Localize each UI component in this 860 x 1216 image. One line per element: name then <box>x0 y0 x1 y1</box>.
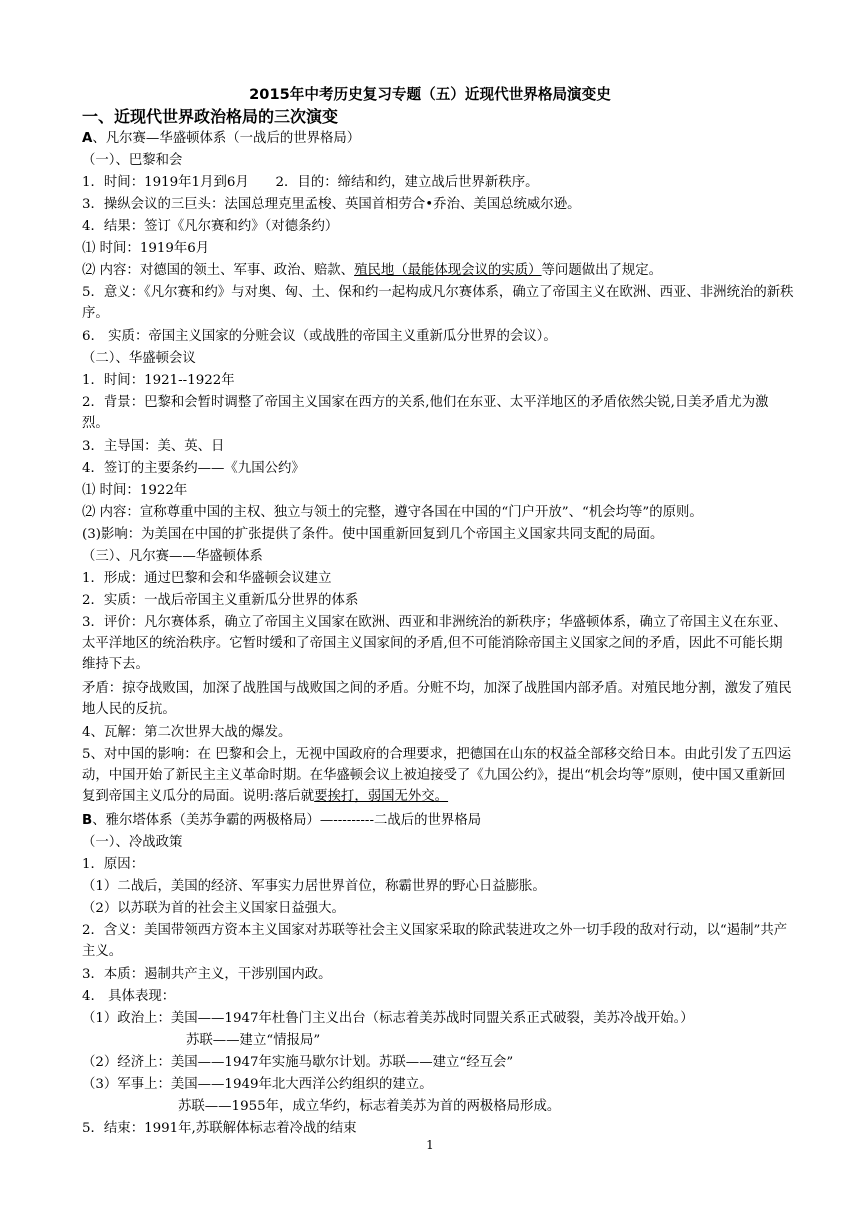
paragraph: 3．本质：遏制共产主义，干涉别国内政。 <box>82 967 332 982</box>
underlined-text: 殖民地（最能体现会议的实质） <box>354 263 542 278</box>
paragraph: ⑴ 时间：1922年 <box>82 483 188 498</box>
washington-conference-heading: （二）、华盛顿会议 <box>82 351 196 366</box>
paragraph: 6. 实质：帝国主义国家的分赃会议（或战胜的帝国主义重新瓜分世界的会议）。 <box>82 329 557 344</box>
paragraph: （2）经济上：美国——1947年实施马歇尔计划。苏联——建立“经互会” <box>82 1055 514 1070</box>
text-run: 5、对中国的影响：在 巴黎和会上，无视中国政府的合理要求，把德国在山东的权益全部移交给日本。由此引发了五四运动，中国开始了新民主主义革命时期。在华盛顿会议上被迫接受了《九国公约》，提出“机会均等”原则，使中国又重新回复到帝国主义瓜分的局面。说明:落后就 <box>82 747 792 804</box>
paragraph: 1．形成：通过巴黎和会和华盛顿会议建立 <box>82 571 332 586</box>
cold-war-heading: （一）、冷战政策 <box>82 835 183 850</box>
paragraph: 3．评价：凡尔赛体系，确立了帝国主义国家在欧洲、西亚和非洲统治的新秩序；华盛顿体系，确立了帝国主义在东亚、太平洋地区的统治秩序。它暂时缓和了帝国主义国家间的矛盾,但不可能消除帝国主义国家之间的矛盾，因此不可能长期维持下去。 <box>82 615 787 672</box>
paragraph: 4．结果：签订《凡尔赛和约》（对德条约） <box>82 219 339 234</box>
subsection-heading-b <box>82 810 794 831</box>
paragraph: 5．意义：《凡尔赛和约》与对奥、匈、土、保和约一起构成凡尔赛体系，确立了帝国主义在欧洲、西亚、非洲统治的新秩序。 <box>82 285 794 321</box>
underlined-text: 要挨打，弱国无外交。 <box>314 789 449 804</box>
paragraph <box>82 744 794 807</box>
paragraph: 2．背景：巴黎和会暂时调整了帝国主义国家在西方的关系,他们在东亚、太平洋地区的矛盾依然尖锐,日美矛盾尤为激烈。 <box>82 395 769 431</box>
heading-b-text: 、雅尔塔体系（美苏争霸的两极格局）—---------二战后的世界格局 <box>92 813 482 828</box>
paragraph: (3)影响：为美国在中国的扩张提供了条件。使中国重新回复到几个帝国主义国家共同支配的局面。 <box>82 527 664 542</box>
text-run: 等问题做出了规定。 <box>541 263 663 278</box>
paragraph: 1．时间：1921--1922年 <box>82 373 235 388</box>
paragraph: ⑵ 内容：宣称尊重中国的主权、独立与领土的完整，遵守各国在中国的“门户开放”、“机会均等”的原则。 <box>82 505 703 520</box>
paragraph: 2．含义：美国带领西方资本主义国家对苏联等社会主义国家采取的除武装进攻之外一切手段的敌对行动，以“遏制”共产主义。 <box>82 923 788 959</box>
document-title: 2015年中考历史复习专题（五）近现代世界格局演变史 <box>249 86 611 103</box>
text-run: ⑵ 内容：对德国的领土、军事、政治、赔款、 <box>82 263 355 278</box>
page-number: 1 <box>426 1138 434 1152</box>
paragraph: （1）二战后，美国的经济、军事实力居世界首位，称霸世界的野心日益膨胀。 <box>82 879 546 894</box>
paragraph: （1）政治上：美国——1947年杜鲁门主义出台（标志着美苏战时同盟关系正式破裂，美苏冷战开始。） <box>82 1011 694 1026</box>
paragraph: 1．原因： <box>82 857 145 872</box>
heading-a-text: 、凡尔赛—华盛顿体系（一战后的世界格局） <box>92 131 361 146</box>
paragraph: 4. 具体表现： <box>82 989 176 1004</box>
paragraph: 3．主导国：美、英、日 <box>82 439 225 454</box>
paragraph: 苏联——建立“情报局” <box>186 1033 321 1048</box>
subsection-heading-a <box>82 128 794 149</box>
paragraph: （2）以苏联为首的社会主义国家日益强大。 <box>82 901 345 916</box>
paragraph: 矛盾：掠夺战败国，加深了战胜国与战败国之间的矛盾。分赃不均，加深了战胜国内部矛盾。对殖民地分割，激发了殖民地人民的反抗。 <box>82 681 792 717</box>
paragraph: 2．实质：一战后帝国主义重新瓜分世界的体系 <box>82 593 359 608</box>
paragraph <box>82 260 794 281</box>
paragraph: 5．结束：1991年,苏联解体标志着冷战的结束 <box>82 1121 357 1136</box>
section-heading-1: 一、近现代世界政治格局的三次演变 <box>82 107 339 126</box>
paragraph: 1．时间：1919年1月到6月 2．目的：缔结和约，建立战后世界新秩序。 <box>82 175 539 190</box>
heading-letter-b: B <box>82 813 93 828</box>
paragraph: 苏联——1955年，成立华约，标志着美苏为首的两极格局形成。 <box>178 1099 561 1114</box>
paris-conference-heading: （一）、巴黎和会 <box>82 153 183 168</box>
heading-letter-a: A <box>82 131 93 146</box>
paragraph: 4．签订的主要条约——《九国公约》 <box>82 461 305 476</box>
paragraph: （3）军事上：美国——1949年北大西洋公约组织的建立。 <box>82 1077 433 1092</box>
paragraph: 3．操纵会议的三巨头：法国总理克里孟梭、英国首相劳合•乔治、美国总统威尔逊。 <box>82 197 581 212</box>
paragraph: ⑴ 时间：1919年6月 <box>82 241 210 256</box>
paragraph: 4、瓦解：第二次世界大战的爆发。 <box>82 725 292 740</box>
versailles-washington-heading: （三）、凡尔赛——华盛顿体系 <box>82 549 263 564</box>
